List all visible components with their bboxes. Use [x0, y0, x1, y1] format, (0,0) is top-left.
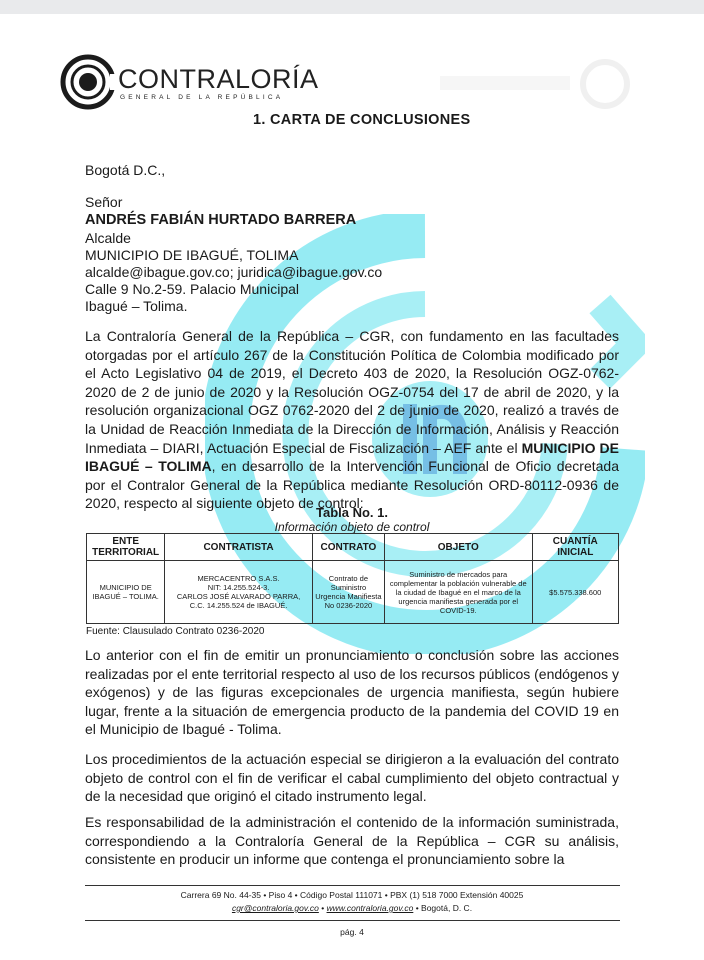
table-source: Fuente: Clausulado Contrato 0236-2020	[86, 626, 265, 637]
cell-ente: MUNICIPIO DE IBAGUÉ – TOLIMA.	[87, 561, 165, 624]
cell-contrato: Contrato de Suministro Urgencia Manifiesta No 0236-2020	[312, 561, 384, 624]
page-number: pág. 4	[340, 927, 364, 937]
addressee-address: Calle 9 No.2-59. Palacio Municipal	[85, 281, 299, 297]
contraloria-logo	[60, 52, 319, 112]
footer-web-link[interactable]: www.contraloria.gov.co	[326, 903, 414, 913]
faded-logo-watermark	[440, 54, 630, 114]
footer-email-link[interactable]: cgr@contraloria.gov.co	[231, 903, 319, 913]
header-ente: ENTE TERRITORIAL	[87, 534, 165, 561]
header-cuantia: CUANTÍA INICIAL	[532, 534, 619, 561]
footer-address: Carrera 69 No. 44-35 • Piso 4 • Código Postal 111071 • PBX (1) 518 7000 Extensión 40025	[180, 890, 524, 900]
table-title: Tabla No. 1.	[316, 505, 388, 520]
header-contratista: CONTRATISTA	[165, 534, 312, 561]
logo-wordmark: CONTRALORÍA	[118, 64, 319, 94]
responsibility-paragraph: Es responsabilidad de la administración el contenido de la información suministrada, correspondiendo a la Contraloría General de la República – CGR su análisis, consistente en producir un informe que contenga el pronunciamiento sobre la	[85, 814, 619, 868]
intro-paragraph: La Contraloría General de la República – CGR, con fundamento en las facultades otorgadas por el artículo 267 de la Constitución Política de Colombia modificado por el Acto Legislativo 04 de 2019, el Decreto 403 de 2020, la Resolución OGZ-0762-2020 de 2 de junio de 2020 y la Resolución OGZ-0754 del 17 de abril de 2020, y la resolución organizacional OGZ 0762-2020 del 2 de junio de 2020, realizó a través de la Unidad de Reacción Inmediata de la Dirección de Información, Análisis y Reacción Inmediata – DIARI, Actuación Especial de Fiscalización – AEF ante el MUNICIPIO DE IBAGUÉ – TOLIMA, en desarrollo de la Intervención Funcional de Oficio decretada por el Contralor General de la República mediante Resolución ORD-80112-0936 de 2020, respecto al siguiente objeto de control:	[85, 328, 619, 512]
table-row	[87, 561, 619, 624]
cell-cuantia: $5.575.338.600	[532, 561, 619, 624]
header-objeto: OBJETO	[385, 534, 532, 561]
salutation: Señor	[85, 194, 123, 210]
control-object-table	[86, 533, 619, 624]
footer-contact: cgr@contraloria.gov.co • www.contraloria.gov.co • Bogotá, D. C.	[231, 903, 473, 913]
logo-circle-icon	[60, 54, 116, 110]
cell-objeto: Suministro de mercados para complementar la población vulnerable de la ciudad de Ibagué en el marco de la urgencia manifiesta generada por el COVID-19.	[385, 561, 532, 624]
footer-divider-bottom	[85, 920, 620, 921]
document-heading: 1. CARTA DE CONCLUSIONES	[253, 112, 471, 128]
addressee-name: ANDRÉS FABIÁN HURTADO BARRERA	[85, 212, 357, 228]
table-subtitle: Información objeto de control	[274, 520, 430, 534]
cell-contratista: MERCACENTRO S.A.S. NIT: 14.255.524-3. CARLOS JOSÉ ALVARADO PARRA, C.C. 14.255.524 de IBAGUÉ.	[165, 561, 312, 624]
document-page	[0, 14, 704, 960]
addressee-city: Ibagué – Tolima.	[85, 298, 188, 314]
footer-divider-top	[85, 885, 620, 886]
addressee-emails: alcalde@ibague.gov.co; juridica@ibague.gov.co	[85, 264, 383, 280]
place-date: Bogotá D.C.,	[85, 162, 166, 178]
header-contrato: CONTRATO	[312, 534, 384, 561]
addressee-entity: MUNICIPIO DE IBAGUÉ, TOLIMA	[85, 247, 299, 263]
logo-subtitle: GENERAL DE LA REPÚBLICA	[120, 94, 284, 101]
addressee-role: Alcalde	[85, 230, 131, 246]
purpose-paragraph: Lo anterior con el fin de emitir un pronunciamiento o conclusión sobre las acciones realizadas por el ente territorial respecto al uso de los recursos públicos (endógenos y exógenos) y de las figuras excepcionales de urgencia manifiesta, según hubiere lugar, frente a la situación de emergencia producto de la pandemia del COVID 19 en el Municipio de Ibagué - Tolima.	[85, 647, 619, 738]
procedures-paragraph: Los procedimientos de la actuación especial se dirigieron a la evaluación del contrato objeto de control con el fin de verificar el cabal cumplimiento del objeto contractual y de la necesidad que originó el citado instrumento legal.	[85, 751, 619, 805]
